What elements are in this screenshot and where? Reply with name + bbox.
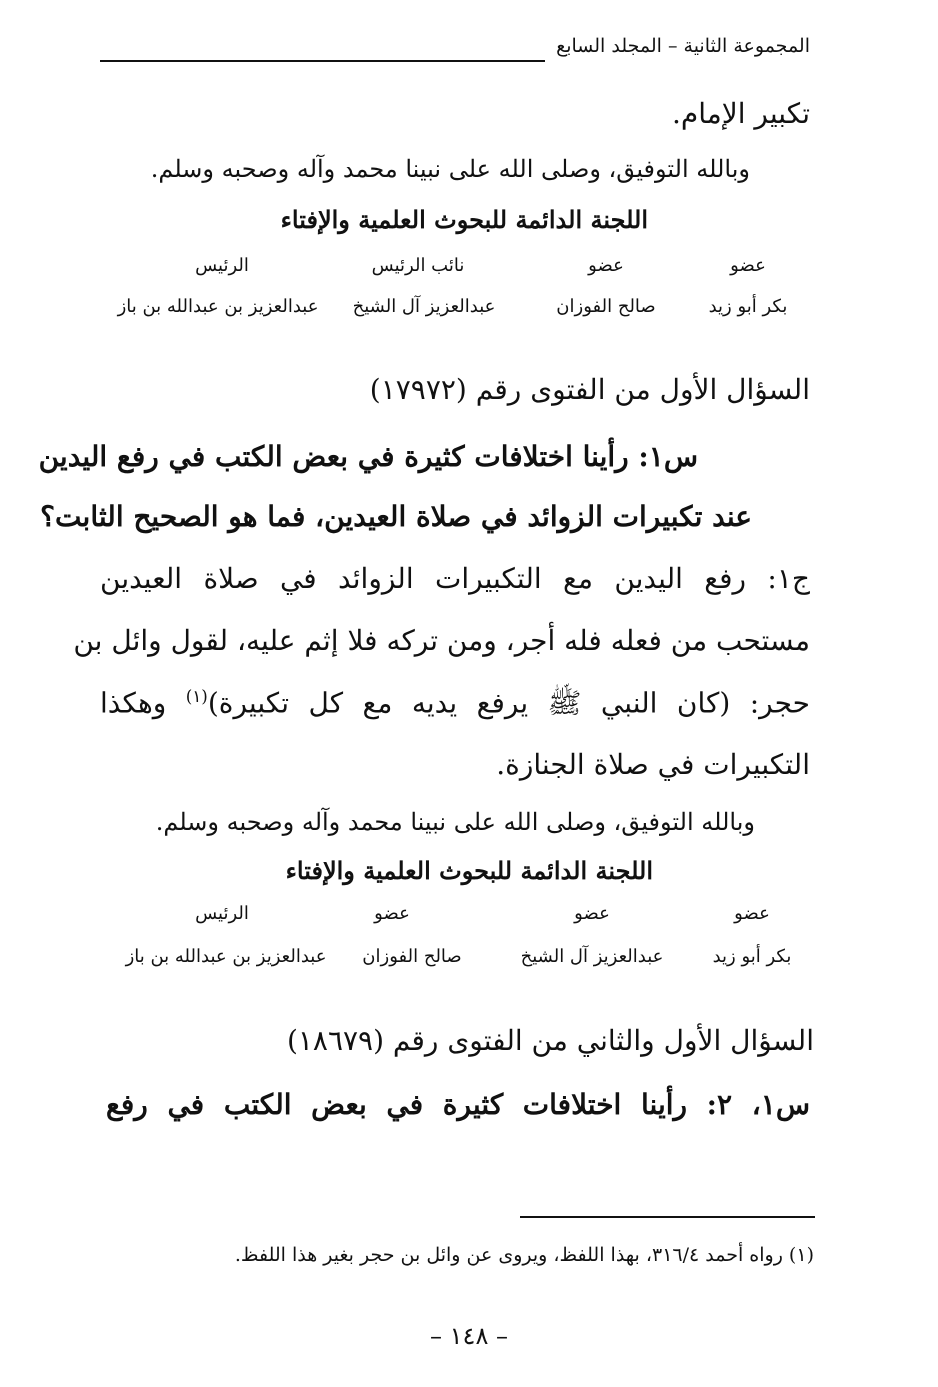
question-1-line-1: س١: رأينا اختلافات كثيرة في بعض الكتب في رفع اليدين [38,440,698,473]
hadith-quote: حجر: (كان النبي ﷺ يرفع يديه مع كل تكبيرة) [207,686,810,720]
closing-formula-1: وبالله التوفيق، وصلى الله على نبينا محمد وآله وصحبه وسلم. [150,155,750,183]
signatory-role: نائب الرئيس [371,255,465,276]
answer-1-line-2: مستحب من فعله فله أجر، ومن تركه فلا إثم عليه، لقول وائل بن [73,624,810,657]
running-header: المجموعة الثانية – المجلد السابع [556,35,810,57]
signatory-name: صالح الفوزان [556,296,656,317]
answer-1-line-1: ج١: رفع اليدين مع التكبيرات الزوائد في صلاة العيدين [100,562,810,595]
committee-name-1: اللجنة الدائمة للبحوث العلمية والإفتاء [280,205,648,234]
signatory-name: عبدالعزيز آل الشيخ [520,946,664,967]
question-2-line-1: س١، ٢: رأينا اختلافات كثيرة في بعض الكتب في رفع [106,1088,810,1121]
answer-1-line-4: التكبيرات في صلاة الجنازة. [496,748,810,781]
signatory-name: بكر أبو زيد [712,946,792,967]
signatory-role: عضو [588,255,624,276]
answer-continuation: وهكذا [100,686,186,720]
signatory-role: عضو [374,903,410,924]
signatory-role: الرئيس [195,255,249,276]
answer-1-line-3 [100,686,810,720]
signatory-name: عبدالعزيز بن عبدالله بن باز [117,296,319,317]
signatory-role: عضو [730,255,766,276]
footnote-rule [520,1216,815,1218]
signatory-name: صالح الفوزان [362,946,462,967]
closing-formula-2: وبالله التوفيق، وصلى الله على نبينا محمد وآله وصحبه وسلم. [155,808,755,836]
footnote: (١) رواه أحمد ٣١٦/٤، بهذا اللفظ، ويروى عن وائل بن حجر بغير هذا اللفظ. [234,1244,814,1266]
fatwa-heading-1: السؤال الأول من الفتوى رقم (١٧٩٧٢) [369,373,810,406]
fatwa-heading-2: السؤال الأول والثاني من الفتوى رقم (١٨٦٧٩) [286,1024,814,1057]
committee-name-2: اللجنة الدائمة للبحوث العلمية والإفتاء [285,856,653,885]
signatory-name: عبدالعزيز آل الشيخ [352,296,496,317]
previous-text-end: تكبير الإمام. [671,97,810,130]
signatory-name: بكر أبو زيد [708,296,788,317]
header-rule [100,60,545,62]
footnote-reference: (١) [185,686,208,706]
signatory-role: عضو [734,903,770,924]
signatory-role: عضو [574,903,610,924]
page-number: – ١٤٨ – [430,1322,508,1350]
question-1-line-2: عند تكبيرات الزوائد في صلاة العيدين، فما هو الصحيح الثابت؟ [40,500,752,533]
signatory-name: عبدالعزيز بن عبدالله بن باز [125,946,327,967]
signatory-role: الرئيس [195,903,249,924]
